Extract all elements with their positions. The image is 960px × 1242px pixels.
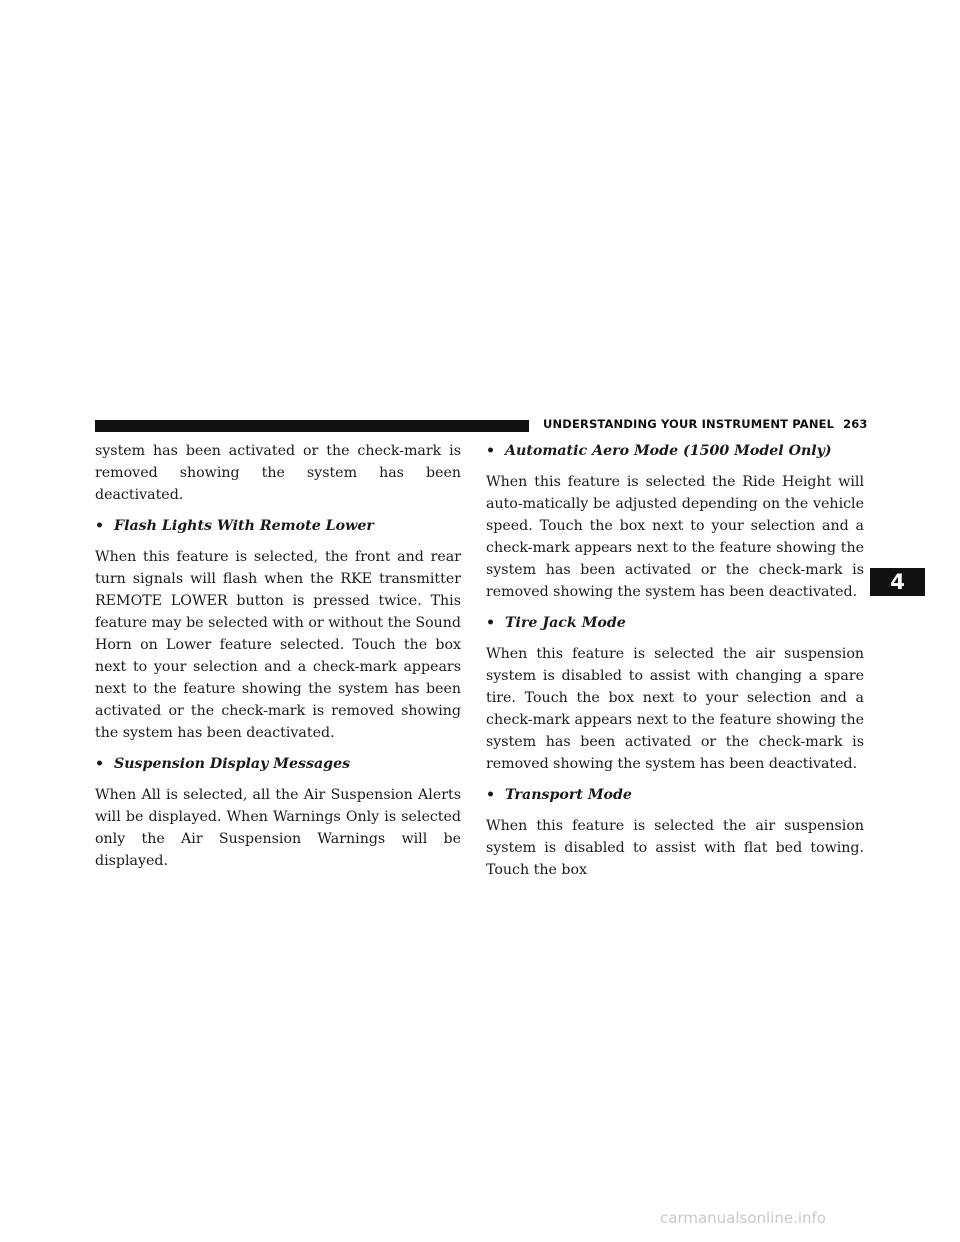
paragraph: When this feature is selected the air suspension system is disabled to assist with flat bed towing. Touch the box [486,818,864,878]
bullet-label: Tire Jack Mode [505,615,626,631]
bullet-icon: • [486,615,496,631]
bullet-label: Flash Lights With Remote Lower [114,518,374,534]
paragraph: When this feature is selected, the front and rear turn signals will flash when the RKE transmitter REMOTE LOWER button is pressed twice. This feature may be selected with or without the Sound Horn on Lower feature selected. Touch the box next to your selection and a check-mark appears next to the feature showing the system has been activated or the check-mark is removed showing the system has been deactivated. [95,549,461,741]
chapter-tab: 4 [870,568,925,596]
paragraph: When All is selected, all the Air Suspension Alerts will be displayed. When Warnings Only is selected only the Air Suspension Warnings will be displayed. [95,787,461,869]
bullet-icon: • [95,756,105,772]
header-title: UNDERSTANDING YOUR INSTRUMENT PANEL [543,417,835,431]
bullet-heading [486,612,864,634]
bullet-label: Suspension Display Messages [114,756,351,772]
bullet-heading [95,753,461,775]
bullet-heading [486,784,864,806]
bullet-label: Automatic Aero Mode (1500 Model Only) [505,443,832,459]
paragraph: When this feature is selected the air suspension system is disabled to assist with changing a spare tire. Touch the box next to your selection and a check-mark appears next to the feature showing the system has been activated or the check-mark is removed showing the system has been deactivated. [486,646,864,772]
bullet-heading [95,515,461,537]
bullet-icon: • [486,787,496,803]
running-header [543,417,868,431]
left-column [95,440,461,881]
right-column [486,440,864,890]
paragraph: system has been activated or the check-mark is removed showing the system has been deactivated. [95,443,461,503]
bullet-heading [486,440,864,462]
watermark: carmanualsonline.info [660,1209,826,1227]
bullet-icon: • [95,518,105,534]
bullet-icon: • [486,443,496,459]
page-number: 263 [843,417,868,431]
header-rule [95,420,529,432]
bullet-label: Transport Mode [505,787,632,803]
paragraph: When this feature is selected the Ride Height will auto-matically be adjusted depending on the vehicle speed. Touch the box next to your selection and a check-mark appears next to the feature showing the system has been activated or the check-mark is removed showing the system has been deactivated. [486,474,864,600]
